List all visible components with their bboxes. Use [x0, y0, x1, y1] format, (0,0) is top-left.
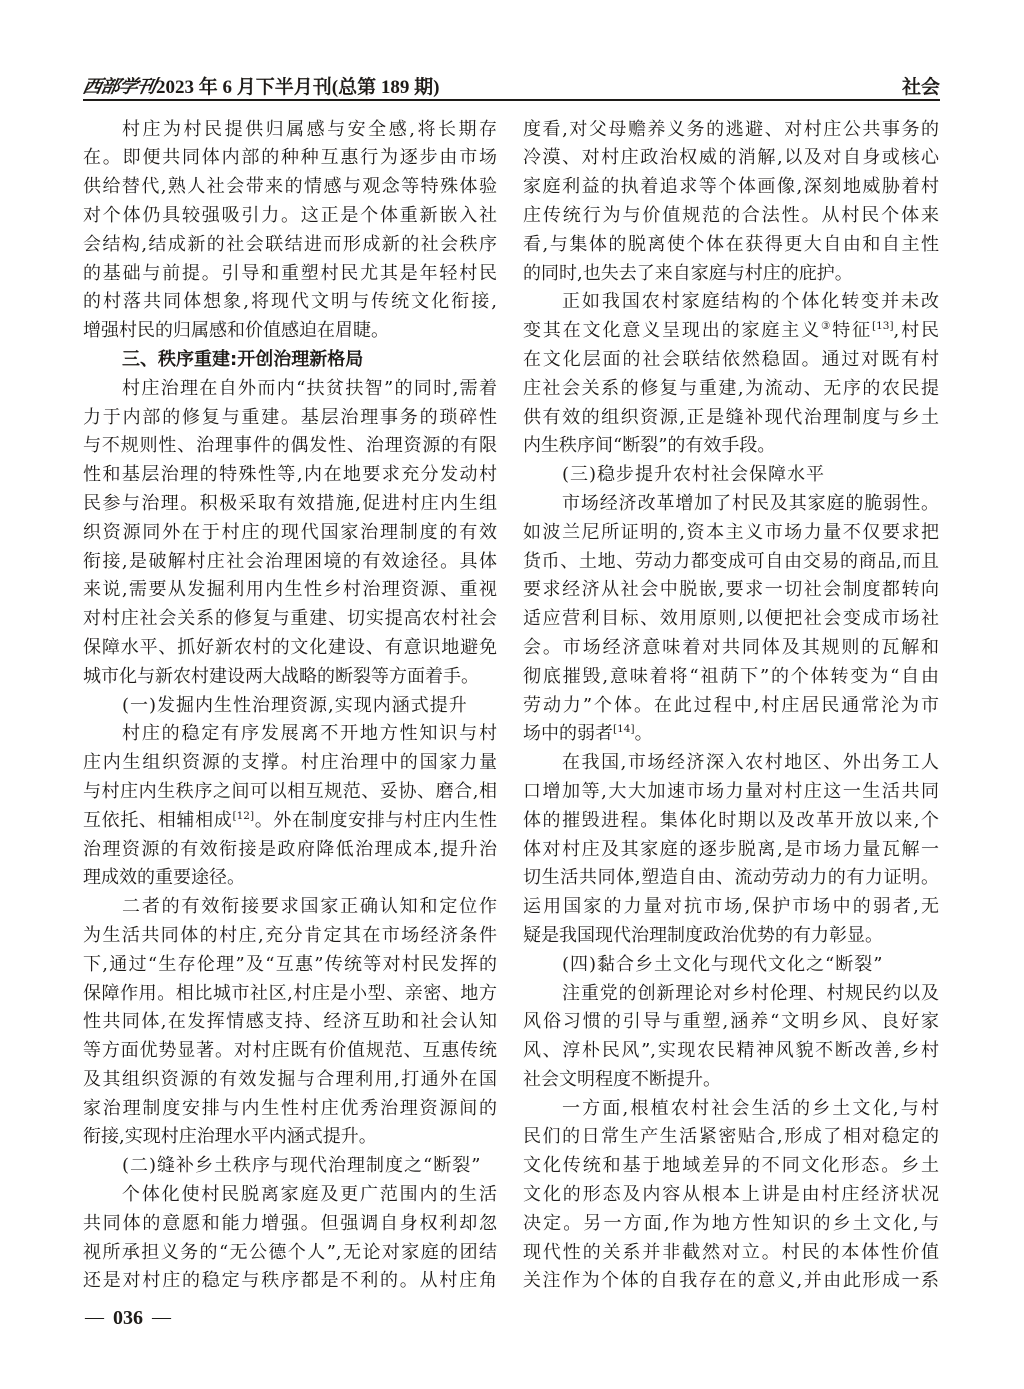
text-run: 。外在制度安排与村庄内生性	[254, 809, 497, 831]
text-run: 。	[634, 723, 653, 745]
text-line: 保障水平、抓好新农村的文化建设、有意识地避免	[83, 636, 497, 658]
text-line: 正如我国农村家庭结构的个体化转变并未改	[562, 291, 939, 313]
subsection-heading: (二)缝补乡土秩序与现代治理制度之“断裂”	[122, 1155, 482, 1177]
text-line: 看,与集体的脱离使个体在获得更大自由和自主性	[523, 233, 939, 255]
footnote-marker: ③	[820, 320, 833, 333]
text-line: 体对村庄及其家庭的逐步脱离,是市场力量瓦解一	[523, 838, 939, 860]
citation-marker: [12]	[232, 809, 255, 822]
text-line: 衔接,是破解村庄社会治理困境的有效途径。具体	[83, 550, 497, 572]
citation-marker: [13]	[871, 320, 894, 333]
text-line: 村庄的稳定有序发展离不开地方性知识与村	[122, 723, 497, 745]
paragraph	[523, 980, 939, 1095]
text-line: 的同时,也失去了来自家庭与村庄的庇护。	[523, 262, 853, 284]
text-line: 彻底摧毁,意味着将“祖荫下”的个体转变为“自由	[523, 665, 939, 687]
journal-logo: 西部学刊	[80, 75, 157, 97]
text-line: 适应营利目标、效用原则,以便把社会变成市场社	[523, 608, 939, 630]
text-line: 与不规则性、治理事件的偶发性、治理资源的有限	[83, 435, 497, 457]
text-line: 织资源同外在于村庄的现代国家治理制度的有效	[83, 521, 497, 543]
text-line: 市场经济改革增加了村民及其家庭的脆弱性。	[562, 492, 939, 514]
text-line: 冷漠、对村庄政治权威的消解,以及对自身或核心	[523, 147, 939, 169]
text-line: 保障作用。相比城市社区,村庄是小型、亲密、地方	[83, 982, 497, 1004]
text-line: 内生秩序间“断裂”的有效手段。	[523, 435, 776, 457]
left-column	[83, 116, 497, 1297]
text-line: 增强村民的归属感和价值感迫在眉睫。	[83, 320, 389, 342]
text-line: 的村落共同体想象,将现代文明与传统文化衔接,	[83, 291, 497, 313]
text-line: 文化的形态及内容从根本上讲是由村庄经济状况	[523, 1184, 939, 1206]
right-column	[523, 116, 939, 1297]
paragraph	[83, 375, 497, 692]
text-line: 等方面优势显著。对村庄既有价值规范、互惠传统	[83, 1040, 497, 1062]
text-line: 口增加等,大大加速市场力量对村庄这一生活共同	[523, 780, 939, 802]
section-label: 社会	[901, 75, 940, 98]
text-line: 运用国家的力量对抗市场,保护市场中的弱者,无	[523, 896, 939, 918]
text-line: 治理资源的有效衔接是政府降低治理成本,提升治	[83, 838, 497, 860]
text-line: 要求经济从社会中脱嵌,要求一切社会制度都转向	[523, 579, 939, 601]
text-line: 为生活共同体的村庄,充分肯定其在市场经济条件	[83, 924, 497, 946]
text-line: 切生活共同体,塑造自由、流动劳动力的有力证明。	[523, 867, 939, 889]
header-rule	[83, 99, 940, 101]
paragraph	[83, 1181, 497, 1296]
subsection-heading: (四)黏合乡土文化与现代文化之“断裂”	[562, 953, 884, 975]
text-line: 庄社会关系的修复与重建,为流动、无序的农民提	[523, 377, 939, 399]
text-line: 家治理制度安排与内生性村庄优秀治理资源间的	[83, 1097, 497, 1119]
text-line: 度看,对父母赡养义务的逃避、对村庄公共事务的	[523, 118, 939, 140]
text-run: 场中的弱者	[523, 723, 613, 745]
text-run: 特征	[832, 320, 872, 342]
text-line: 风、淳朴民风”,实现农民精神风貌不断改善,乡村	[523, 1040, 939, 1062]
page-footer	[85, 1306, 171, 1330]
text-line: 衔接,实现村庄治理水平内涵式提升。	[83, 1126, 377, 1148]
text-line: 共同体的意愿和能力增强。但强调自身权利却忽	[83, 1212, 497, 1234]
running-header	[80, 72, 940, 98]
dash-left: —	[85, 1307, 104, 1328]
text-line: 还是对村庄的稳定与秩序都是不利的。从村庄角	[83, 1270, 497, 1292]
text-line: 性共同体,在发挥情感支持、经济互助和社会认知	[83, 1011, 497, 1033]
text-line: 与村庄内生秩序之间可以相互规范、妥协、磨合,相	[83, 780, 497, 802]
text-line: 如波兰尼所证明的,资本主义市场力量不仅要求把	[523, 521, 939, 543]
text-line: 在文化层面的社会联结依然稳固。通过对既有村	[523, 348, 939, 370]
text-line: 劳动力”个体。在此过程中,村庄居民通常沦为市	[523, 694, 939, 716]
text-line: 在我国,市场经济深入农村地区、外出务工人	[562, 752, 939, 774]
text-line: 对村庄社会关系的修复与重建、切实提高农村社会	[83, 608, 497, 630]
text-line: 力于内部的修复与重建。基层治理事务的琐碎性	[83, 406, 497, 428]
text-line: 疑是我国现代治理制度政治优势的有力彰显。	[523, 924, 883, 946]
text-line: 供有效的组织资源,正是缝补现代治理制度与乡土	[523, 406, 939, 428]
text-run: ,村民	[893, 320, 939, 342]
paragraph	[523, 1095, 939, 1297]
text-line	[523, 317, 939, 346]
text-line: 决定。另一方面,作为地方性知识的乡土文化,与	[523, 1212, 939, 1234]
text-line: 一方面,根植农村社会生活的乡土文化,与村	[562, 1097, 939, 1119]
text-line: 在。即便共同体内部的种种互惠行为逐步由市场	[83, 147, 497, 169]
text-line: 村庄治理在自外而内“扶贫扶智”的同时,需着	[122, 377, 497, 399]
text-line: 社会文明程度不断提升。	[523, 1068, 721, 1090]
text-line: 二者的有效衔接要求国家正确认知和定位作	[122, 896, 497, 918]
paragraph	[523, 288, 939, 461]
dash-right: —	[152, 1307, 171, 1328]
text-line: 现代性的关系并非截然对立。村民的本体性价值	[523, 1241, 939, 1263]
text-line: 会结构,结成新的社会联结进而形成新的社会秩序	[83, 233, 497, 255]
text-line: 文化传统和基于地域差异的不同文化形态。乡土	[523, 1155, 939, 1177]
citation-marker: [14]	[613, 723, 635, 736]
text-line	[523, 720, 939, 749]
text-line: 风俗习惯的引导与重塑,涵养“文明乡风、良好家	[523, 1011, 939, 1033]
subsection-heading: (一)发掘内生性治理资源,实现内涵式提升	[122, 694, 468, 716]
paragraph	[523, 490, 939, 749]
text-line: 及其组织资源的有效发掘与合理利用,打通外在国	[83, 1068, 497, 1090]
text-line: 货币、土地、劳动力都变成可自由交易的商品,而且	[523, 550, 939, 572]
section-heading: 三、秩序重建:开创治理新格局	[122, 348, 364, 370]
text-line: 性和基层治理的特殊性等,内在地要求充分发动村	[83, 464, 497, 486]
text-line: 理成效的重要途径。	[83, 867, 245, 889]
paragraph	[83, 720, 497, 893]
page-number: 036	[113, 1307, 143, 1329]
text-run: 变其在文化意义呈现出的家庭主义	[523, 320, 821, 342]
text-line	[83, 807, 497, 836]
paragraph	[523, 116, 939, 289]
text-line: 下,通过“生存伦理”及“互惠”传统等对村民发挥的	[83, 953, 497, 975]
text-line: 注重党的创新理论对乡村伦理、村规民约以及	[562, 982, 939, 1004]
text-line: 民参与治理。积极采取有效措施,促进村庄内生组	[83, 492, 497, 514]
text-line: 会。市场经济意味着对共同体及其规则的瓦解和	[523, 636, 939, 658]
issue-info: 2023 年 6 月下半月刊(总第 189 期)	[156, 76, 440, 98]
text-line: 民们的日常生产生活紧密贴合,形成了相对稳定的	[523, 1126, 939, 1148]
text-line: 体的摧毁进程。集体化时期以及改革开放以来,个	[523, 809, 939, 831]
paragraph	[523, 749, 939, 951]
paragraph	[83, 116, 497, 346]
text-line: 个体化使村民脱离家庭及更广范围内的生活	[122, 1184, 497, 1206]
text-line: 关注作为个体的自我存在的意义,并由此形成一系	[523, 1270, 939, 1292]
header-left-group	[80, 72, 440, 99]
text-run: 互依托、相辅相成	[83, 809, 233, 831]
text-line: 庄内生组织资源的支撑。村庄治理中的国家力量	[83, 752, 497, 774]
text-line: 村庄为村民提供归属感与安全感,将长期存	[122, 118, 497, 140]
text-line: 城市化与新农村建设两大战略的断裂等方面着手。	[83, 665, 479, 687]
text-line: 供给替代,熟人社会带来的情感与观念等特殊体验	[83, 176, 497, 198]
text-line: 家庭利益的执着追求等个体画像,深刻地威胁着村	[523, 176, 939, 198]
paragraph	[83, 893, 497, 1152]
text-line: 来说,需要从发掘利用内生性乡村治理资源、重视	[83, 579, 497, 601]
text-line: 对个体仍具较强吸引力。这正是个体重新嵌入社	[83, 204, 497, 226]
subsection-heading: (三)稳步提升农村社会保障水平	[562, 464, 826, 486]
text-line: 庄传统行为与价值规范的合法性。从村民个体来	[523, 204, 939, 226]
text-line: 的基础与前提。引导和重塑村民尤其是年轻村民	[83, 262, 497, 284]
text-line: 视所承担义务的“无公德个人”,无论对家庭的团结	[83, 1241, 497, 1263]
